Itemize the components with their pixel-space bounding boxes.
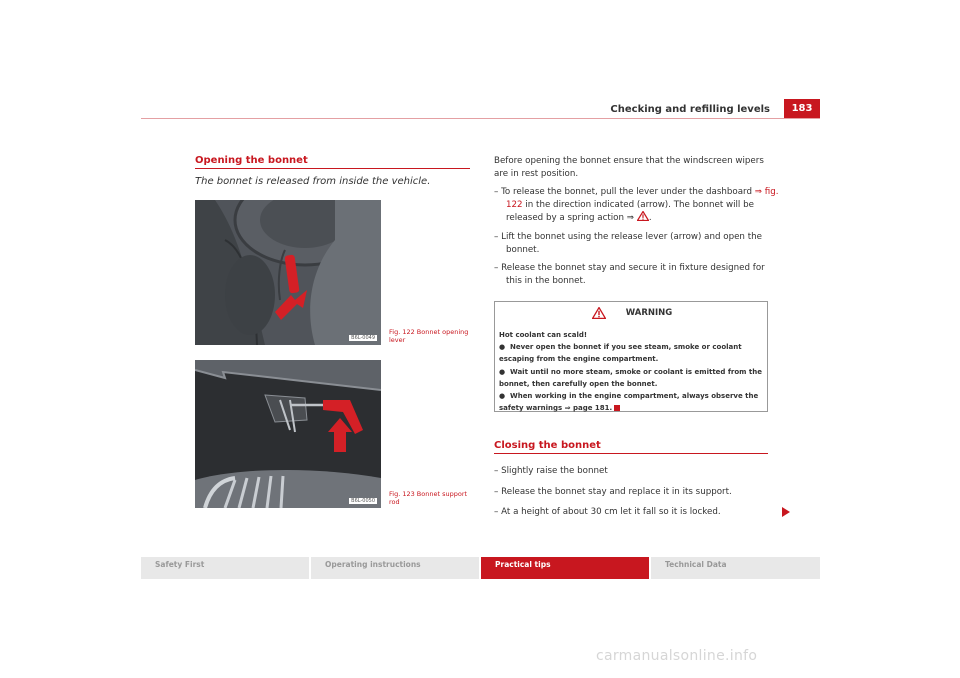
bonnet-lever-illustration [195,200,381,345]
bullet-icon: ● [499,343,510,352]
figure-caption-123: Fig. 123 Bonnet support rod [389,490,468,506]
continue-arrow-icon [782,507,790,517]
tab-operating-instructions[interactable]: Operating instructions [311,557,479,579]
warning-bullet-3-text: When working in the engine compartment, always observe the safety warnings ⇒ page 181. [499,392,759,413]
intro-paragraph: Before opening the bonnet ensure that the windscreen wipers are in rest position. [494,156,764,179]
closing-step-3: – At a height of about 30 cm let it fall so it is locked. [494,507,721,517]
warning-bullet-1 [499,341,767,365]
figure-caption-122: Fig. 122 Bonnet opening lever [389,328,469,344]
step-1-text-a: – To release the bonnet, pull the lever under the dashboard [494,187,755,197]
watermark: carmanualsonline.info [596,648,758,664]
warning-bullet-1-text: Never open the bonnet if you see steam, smoke or coolant escaping from the engine compartment. [499,343,742,364]
figure-122-link[interactable]: ⇒ fig. 122 [506,187,779,210]
section-rule-closing [494,453,768,454]
step-secure-stay: – Release the bonnet stay and secure it in fixture designed for this in the bonnet. [494,263,765,286]
bonnet-rod-illustration [195,360,381,508]
warning-bullet-2-text: Wait until no more steam, smoke or coolant is emitted from the bonnet, then carefully open the bonnet. [499,367,762,388]
tab-safety-first[interactable]: Safety First [141,557,309,579]
bullet-icon: ● [499,392,510,401]
section-lead: The bonnet is released from inside the vehicle. [195,176,431,187]
running-header-title: Checking and refilling levels [610,104,770,115]
bullet-icon: ● [499,367,510,376]
section-title-opening: Opening the bonnet [195,155,308,166]
warning-body [499,329,767,414]
figure-bonnet-support-rod [195,360,381,508]
step-release-bonnet [494,186,782,225]
end-of-section-icon [614,405,620,411]
tab-technical-data[interactable]: Technical Data [651,557,820,579]
step-lift-bonnet: – Lift the bonnet using the release lever (arrow) and open the bonnet. [494,232,762,255]
header-rule [141,118,820,119]
step-1-text-b: in the direction indicated (arrow). The bonnet will be released by a spring action ⇒ [506,199,754,223]
closing-step-2: – Release the bonnet stay and replace it in its support. [494,487,732,497]
warning-line-1: Hot coolant can scald! [499,331,588,339]
closing-step-1: – Slightly raise the bonnet [494,466,608,476]
figure-bonnet-lever [195,200,381,345]
section-rule-opening [195,168,470,169]
figure-id-123: B6L-0050 [351,498,375,504]
warning-bullet-2 [499,366,767,390]
page-number: 183 [784,99,820,119]
warning-triangle-icon[interactable] [637,211,649,221]
tab-practical-tips[interactable]: Practical tips [481,557,649,579]
figure-id-122: B6L-0049 [351,335,375,341]
warning-box [494,301,768,412]
warning-bullet-3 [499,390,767,414]
section-title-closing: Closing the bonnet [494,440,601,451]
step-1-text-c: . [648,213,652,223]
warning-title: WARNING [625,308,673,318]
